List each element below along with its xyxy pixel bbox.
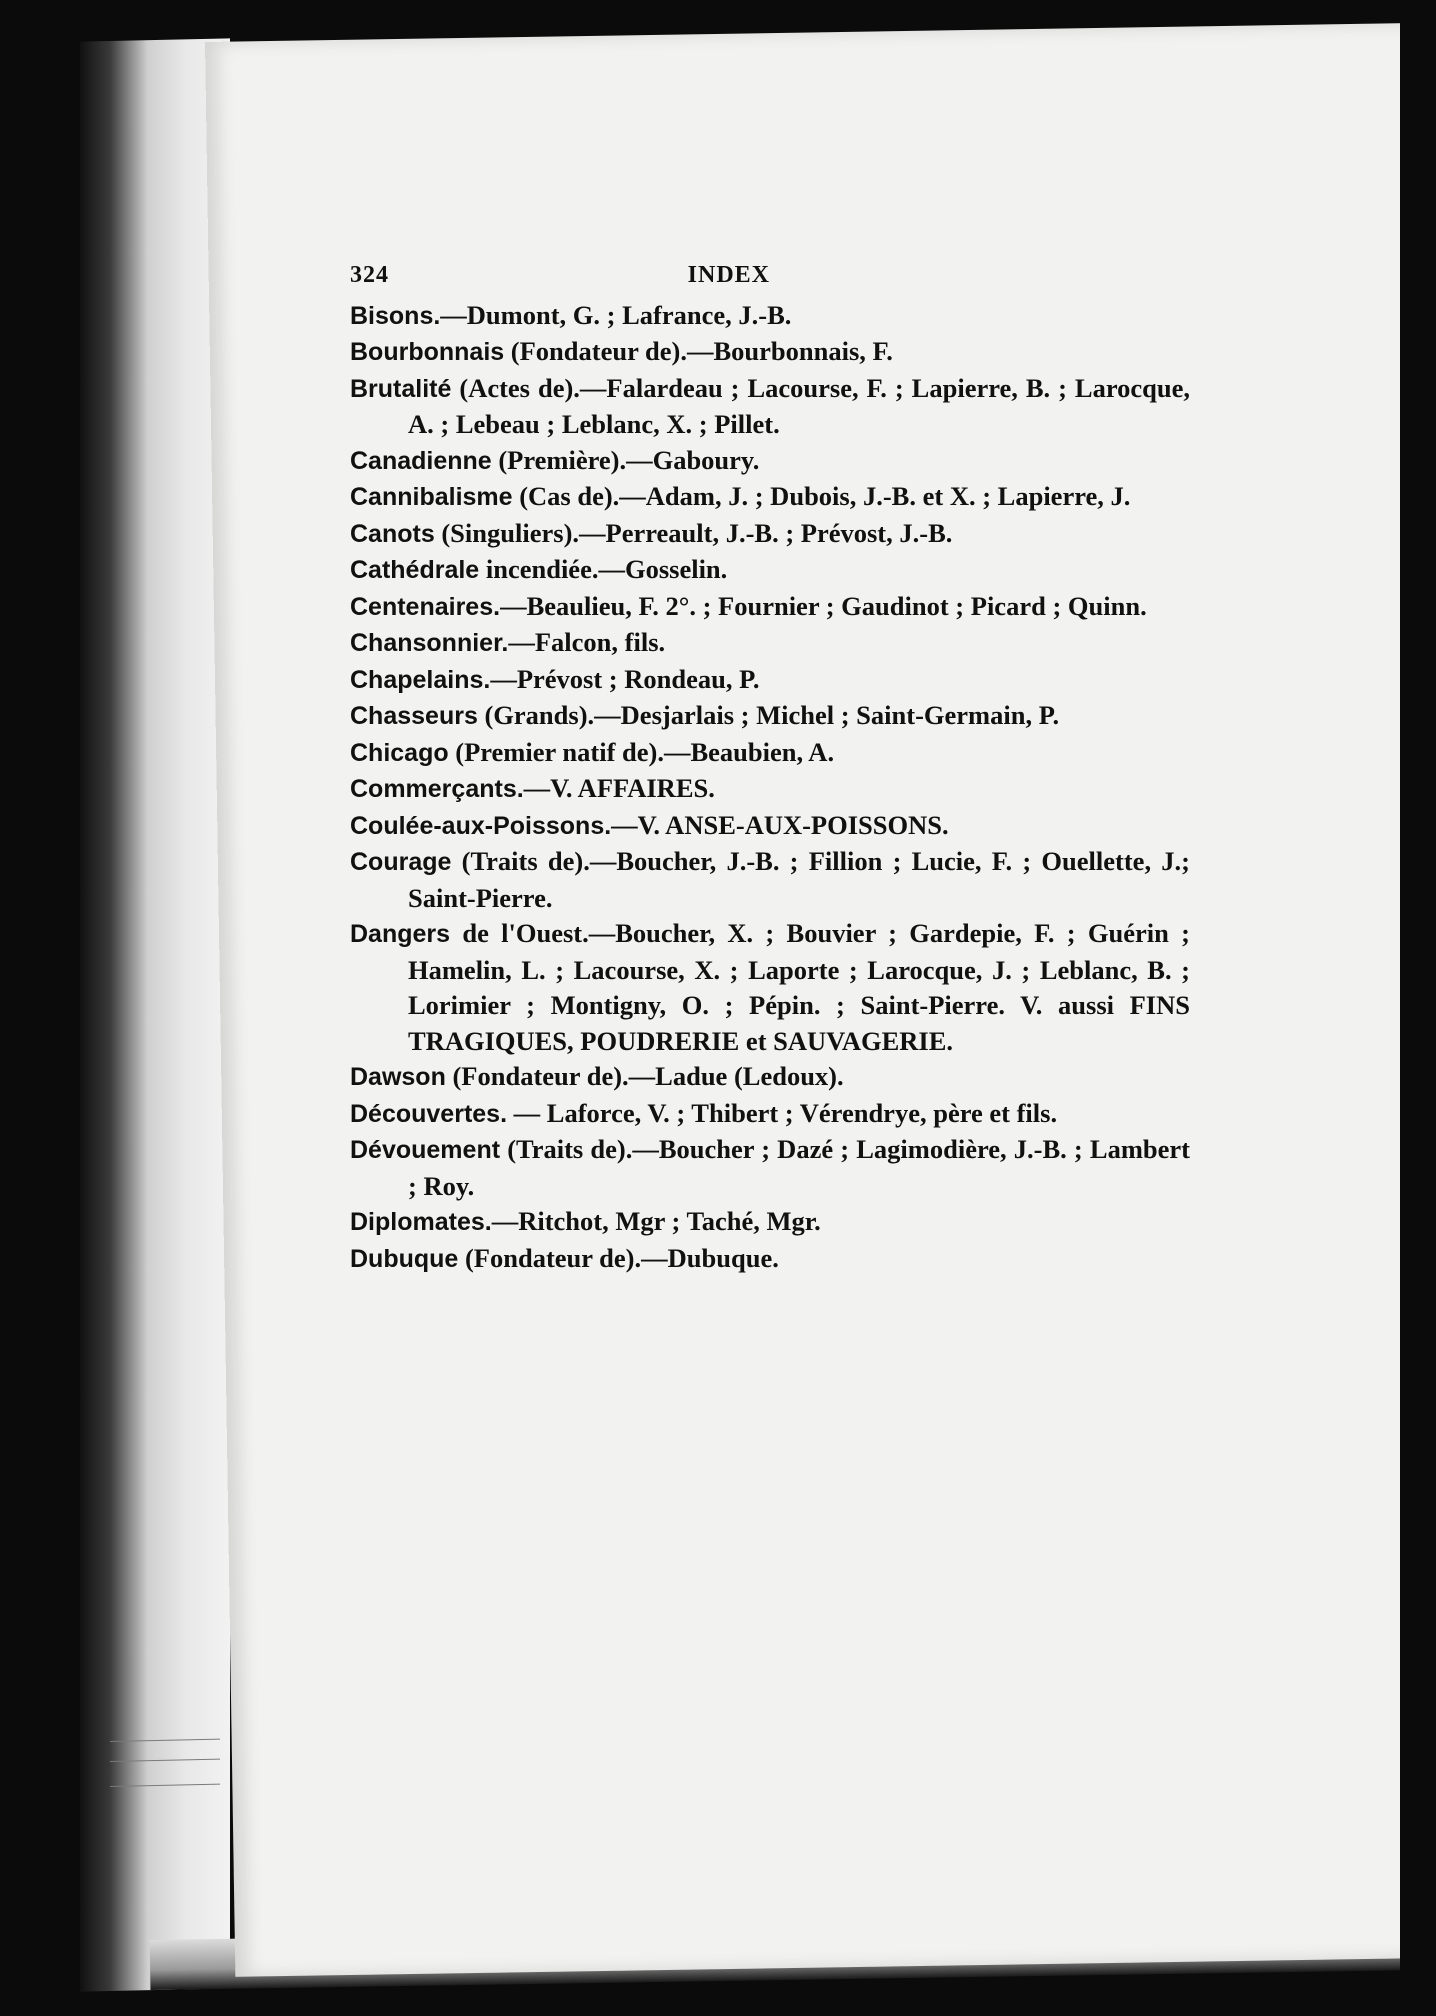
index-entry [350, 334, 1190, 371]
entry-headword: Découvertes. [350, 1099, 508, 1128]
index-entry [350, 552, 1190, 589]
entry-text: de l'Ouest.—Boucher, X. ; Bouvier ; Gardepie, F. ; Guérin ; Hamelin, L. ; Lacourse, X. ; Laporte ; Larocque, J. ; Leblanc, B. ; Lorimier ; Montigny, O. ; Pépin. ; Saint-Pierre. V. aussi FINS TRAGIQUES, POUDRERIE et SAUVAGERIE. [408, 918, 1190, 1056]
index-entry [350, 516, 1190, 553]
entry-text: —Ritchot, Mgr ; Taché, Mgr. [491, 1206, 821, 1236]
index-entry [350, 1241, 1190, 1278]
page-header [350, 258, 770, 294]
index-entry [350, 589, 1190, 626]
entry-headword: Brutalité [350, 374, 452, 403]
index-entry [350, 1059, 1190, 1096]
entry-headword: Centenaires. [350, 592, 501, 621]
entry-text: — Laforce, V. ; Thibert ; Vérendrye, père et fils. [507, 1097, 1058, 1128]
entry-headword: Coulée-aux-Poissons. [350, 811, 612, 840]
entry-headword: Commerçants. [350, 775, 524, 803]
index-entry [350, 443, 1190, 480]
entry-text: (Actes de).—Falardeau ; Lacourse, F. ; Lapierre, B. ; Larocque, A. ; Lebeau ; Leblanc, X. ; Pillet. [408, 372, 1190, 439]
entry-headword: Canots [350, 519, 435, 548]
entry-headword: Chapelains. [350, 665, 491, 694]
entry-headword: Cannibalisme [350, 483, 513, 511]
entry-headword: Chasseurs [350, 702, 478, 730]
entry-text: —V. AFFAIRES. [523, 773, 715, 803]
index-entry [350, 698, 1190, 735]
entry-headword: Cathédrale [350, 556, 480, 584]
index-entry [350, 735, 1190, 772]
entry-text: (Traits de).—Boucher, J.-B. ; Fillion ; Lucie, F. ; Ouellette, J.; Saint-Pierre. [408, 846, 1190, 913]
page-title: INDEX [687, 262, 770, 288]
entry-text: —Beaulieu, F. 2°. ; Fournier ; Gaudinot ; Picard ; Quinn. [500, 590, 1147, 621]
entry-text: (Singuliers).—Perreault, J.-B. ; Prévost, J.-B. [434, 517, 953, 548]
entry-headword: Diplomates. [350, 1208, 492, 1236]
entry-headword: Dubuque [350, 1244, 459, 1273]
entry-headword: Dawson [350, 1063, 446, 1091]
entry-text: (Traits de).—Boucher ; Dazé ; Lagimodière, J.-B. ; Lambert ; Roy. [408, 1134, 1190, 1201]
index-entry [350, 662, 1190, 699]
entry-text: (Fondateur de).—Ladue (Ledoux). [445, 1061, 844, 1091]
entry-headword: Chicago [350, 738, 449, 767]
entry-text: (Cas de).—Adam, J. ; Dubois, J.-B. et X. ; Lapierre, J. [512, 481, 1131, 511]
book-spine-edge [80, 38, 230, 1991]
index-entry [350, 916, 1190, 1059]
index-entry [350, 1132, 1190, 1204]
index-entry [350, 1096, 1190, 1133]
index-text [350, 258, 1190, 1277]
entry-text: —Dumont, G. ; Lafrance, J.-B. [440, 299, 792, 330]
entry-text: —V. ANSE-AUX-POISSONS. [611, 809, 949, 840]
entry-text: —Falcon, fils. [508, 627, 666, 657]
index-entry [350, 479, 1190, 516]
scan-border [1400, 0, 1436, 2016]
entry-headword: Chansonnier. [350, 629, 509, 657]
index-entry [350, 771, 1190, 808]
entry-text: —Prévost ; Rondeau, P. [490, 663, 760, 694]
entry-text: incendiée.—Gosselin. [479, 554, 728, 584]
index-entry [350, 844, 1190, 916]
entry-headword: Dangers [350, 920, 451, 948]
entry-text: (Première).—Gaboury. [491, 444, 760, 475]
index-entry [350, 808, 1190, 845]
index-entry [350, 371, 1190, 443]
entry-text: (Fondateur de).—Dubuque. [458, 1242, 779, 1273]
entry-headword: Canadienne [350, 446, 492, 475]
entry-headword: Courage [350, 848, 452, 876]
entry-headword: Bourbonnais [350, 338, 505, 366]
entry-text: (Fondateur de).—Bourbonnais, F. [504, 336, 893, 366]
entry-headword: Bisons. [350, 301, 441, 330]
index-entry [350, 1204, 1190, 1241]
index-entry [350, 298, 1190, 335]
entry-headword: Dévouement [350, 1136, 501, 1164]
entry-text: (Grands).—Desjarlais ; Michel ; Saint-Germain, P. [477, 700, 1060, 730]
page-number: 324 [350, 262, 389, 288]
entry-text: (Premier natif de).—Beaubien, A. [448, 736, 835, 767]
index-entry [350, 625, 1190, 662]
